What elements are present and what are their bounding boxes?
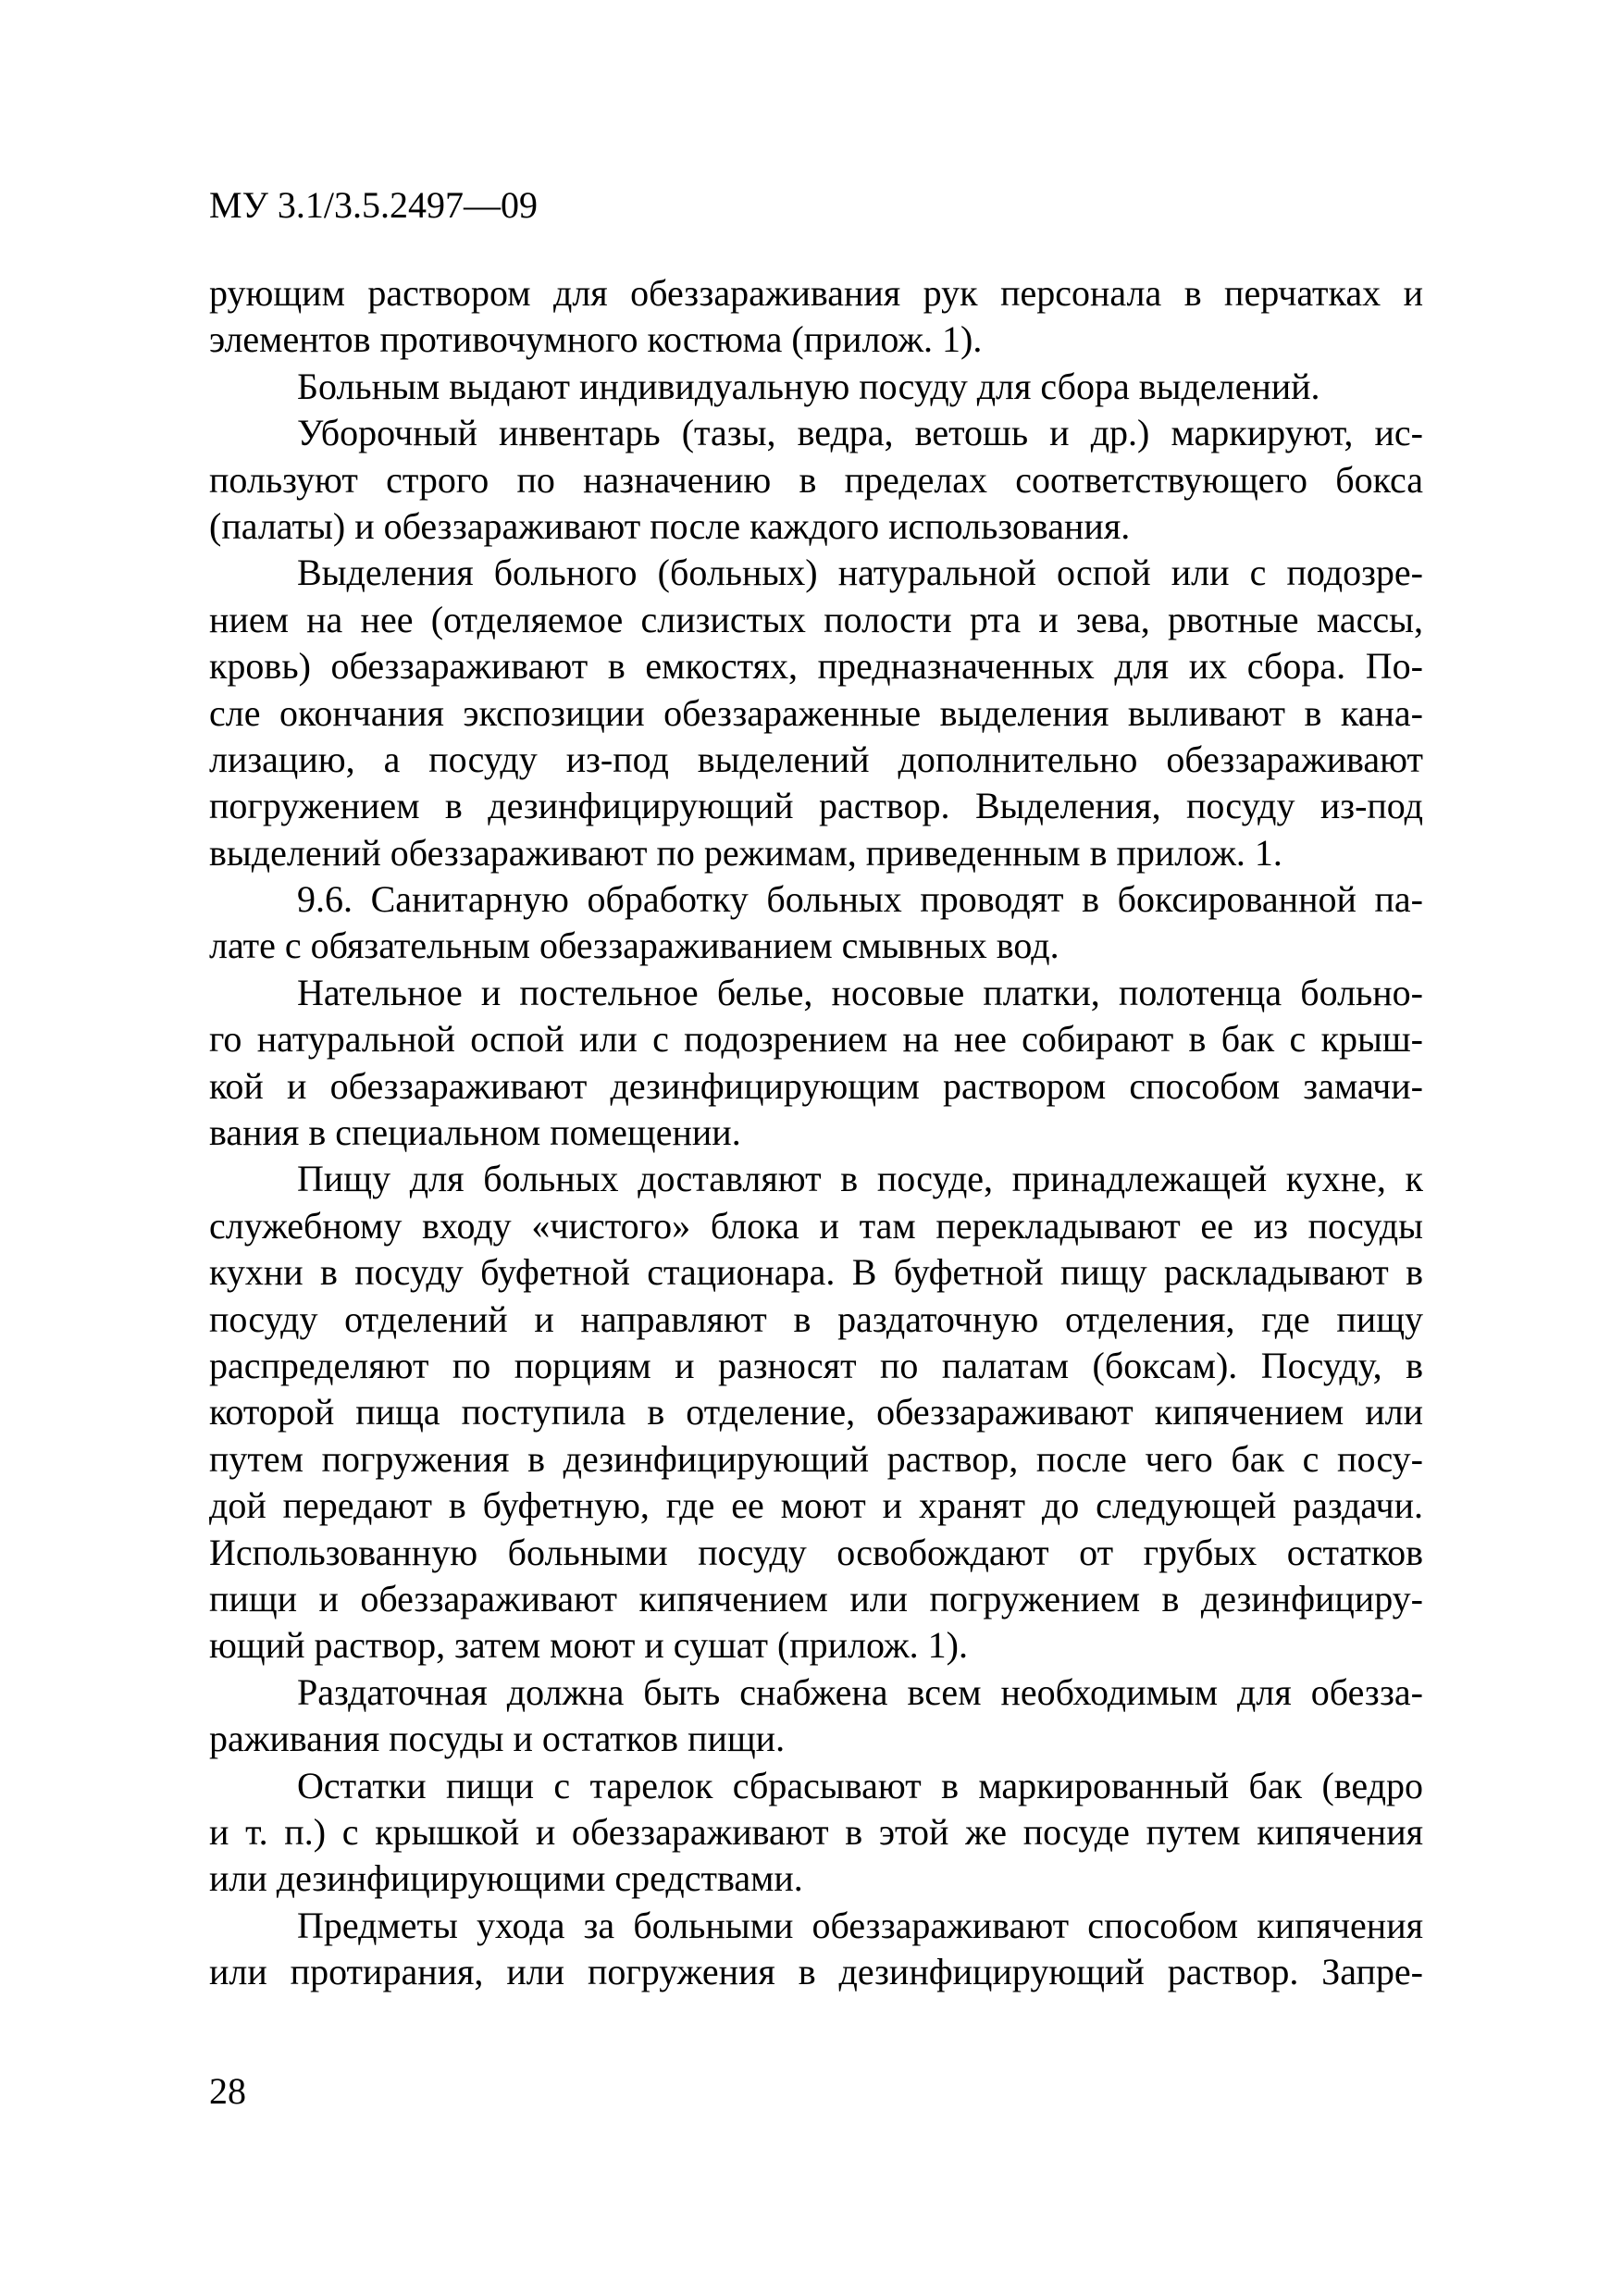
paragraph <box>209 1903 1423 1996</box>
text-line: кухни в посуду буфетной стационара. В буфетной пищу раскладывают в <box>209 1251 1423 1294</box>
text-line: го натуральной оспой или с подозрением на нее собирают в бак с крыш- <box>209 1018 1423 1061</box>
text-line: кровь) обеззараживают в емкостях, предназначенных для их сбора. По- <box>209 645 1423 688</box>
text-line: или дезинфицирующими средствами. <box>209 1857 803 1900</box>
text-line: Раздаточная должна быть снабжена всем необходимым для обезза- <box>297 1670 1423 1713</box>
paragraph <box>209 410 1423 550</box>
page-number: 28 <box>209 2070 246 2112</box>
text-line: и т. п.) с крышкой и обеззараживают в этой же посуде путем кипячения <box>209 1810 1423 1853</box>
text-line: Выделения больного (больных) натуральной оспой или с подозре- <box>297 552 1423 594</box>
text-line: раживания посуды и остатков пищи. <box>209 1718 786 1760</box>
text-line: Нательное и постельное белье, носовые платки, полотенца больно- <box>297 971 1423 1013</box>
text-line: распределяют по порциям и разносят по палатам (боксам). Посуду, в <box>209 1344 1423 1386</box>
text-line: Использованную больными посуду освобождают от грубых остатков <box>209 1531 1423 1573</box>
text-line: 9.6. Санитарную обработку больных проводят в боксированной па- <box>297 878 1423 921</box>
paragraph <box>209 1669 1423 1763</box>
text-line: вания в специальном помещении. <box>209 1111 741 1154</box>
paragraph <box>209 1156 1423 1669</box>
paragraph <box>209 1763 1423 1903</box>
text-line: посуду отделений и направляют в раздаточную отделения, где пищу <box>209 1297 1423 1340</box>
text-line: нием на нее (отделяемое слизистых полости рта и зева, рвотные массы, <box>209 598 1423 640</box>
text-line: Предметы ухода за больными обеззараживают способом кипячения <box>297 1904 1423 1946</box>
text-line: рующим раствором для обеззараживания рук персонала в перчатках и <box>209 272 1423 314</box>
text-line: которой пища поступила в отделение, обеззараживают кипячением или <box>209 1391 1423 1433</box>
document-code-header: МУ 3.1/3.5.2497—09 <box>209 184 538 226</box>
paragraph <box>209 364 1423 410</box>
text-line: выделений обеззараживают по режимам, приведенным в прилож. 1. <box>209 831 1282 874</box>
text-line: пищи и обеззараживают кипячением или погружением в дезинфициру- <box>209 1577 1423 1620</box>
body-text <box>209 270 1423 1995</box>
text-line: Больным выдают индивидуальную посуду для сбора выделений. <box>297 365 1320 407</box>
text-line: элементов противочумного костюма (прилож. 1). <box>209 318 983 361</box>
text-line: или протирания, или погружения в дезинфицирующий раствор. Запре- <box>209 1951 1423 1993</box>
text-line: пользуют строго по назначению в пределах соответствующего бокса <box>209 458 1423 501</box>
text-line: служебному входу «чистого» блока и там перекладывают ее из посуды <box>209 1204 1423 1247</box>
paragraph <box>209 270 1423 364</box>
text-line: сле окончания экспозиции обеззараженные выделения выливают в кана- <box>209 691 1423 734</box>
text-line: кой и обеззараживают дезинфицирующим раствором способом замачи- <box>209 1064 1423 1107</box>
text-line: ющий раствор, затем моют и сушат (прилож. 1). <box>209 1624 968 1667</box>
text-line: (палаты) и обеззараживают после каждого использования. <box>209 504 1131 547</box>
paragraph <box>209 970 1423 1157</box>
text-line: лизацию, а посуду из-под выделений дополнительно обеззараживают <box>209 738 1423 780</box>
text-line: Пищу для больных доставляют в посуде, принадлежащей кухне, к <box>297 1158 1423 1200</box>
text-line: путем погружения в дезинфицирующий раствор, после чего бак с посу- <box>209 1437 1423 1480</box>
paragraph <box>209 876 1423 970</box>
text-line: Остатки пищи с тарелок сбрасывают в маркированный бак (ведро <box>297 1764 1423 1806</box>
paragraph <box>209 550 1423 876</box>
text-line: дой передают в буфетную, где ее моют и хранят до следующей раздачи. <box>209 1484 1423 1527</box>
text-line: погружением в дезинфицирующий раствор. Выделения, посуду из-под <box>209 785 1423 827</box>
text-line: лате с обязательным обеззараживанием смывных вод. <box>209 925 1059 967</box>
text-line: Уборочный инвентарь (тазы, ведра, ветошь и др.) маркируют, ис- <box>297 412 1423 454</box>
